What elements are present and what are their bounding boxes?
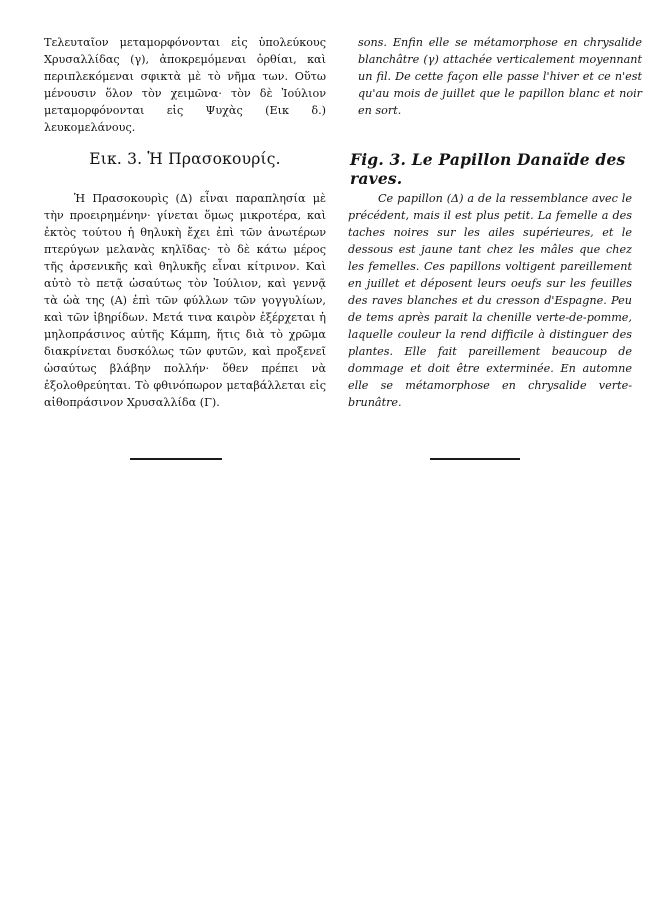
left-section-divider — [130, 458, 222, 460]
french-body-paragraph — [348, 190, 632, 411]
french-top-paragraph: sons. Enfin elle se métamorphose en chrysalide blanchâtre (γ) attachée verticalement moyennant un fil. De cette façon elle passe l'hiver et ce n'est qu'au mois de juillet que le papillon blanc et noir en sort. — [358, 36, 642, 117]
greek-top-paragraph: Τελευταῖον μεταμορφόνονται εἰς ὑπολεύκους Χρυσαλλίδας (γ), ἀποκρεμόμεναι ὀρθίαι, καὶ περιπλεκόμεναι σφικτὰ μὲ τὸ νῆμα των. Οὕτω μένουσιν ὅλον τὸν χειμῶνα· τὸν δὲ Ἰούλιον μεταμορφόνονται εἰς Ψυχὰς (Εικ δ.) λευκομελάνους. — [44, 36, 326, 134]
french-figure-heading: Fig. 3. Le Papillon Danaïde des raves. — [350, 150, 626, 188]
greek-body-text: Ἡ Πρασοκουρὶς (Δ) εἶναι παραπλησία μὲ τὴν προειρημένην· γίνεται ὅμως μικροτέρα, καὶ ἐκτὸς τούτου ἡ θηλυκὴ ἔχει ἐπὶ τῶν ἀνωτέρων πτερύγων μελανὰς κηλῖδας· τὸ δὲ κάτω μέρος τῆς ἀρσενικῆς καὶ θηλυκῆς εἶναι κίτρινον. Καὶ αὐτὸ τὸ πετᾷ ὡσαύτως τὸν Ἰούλιον, καὶ γεννᾷ τὰ ὠὰ της (Α) ἐπὶ τῶν φύλλων τῶν γογγυλίων, καὶ τῶν ἰβηρίδων. Μετά τινα καιρὸν ἐξέρχεται ἡ μηλοπράσινος αὐτῆς Κάμπη, ἥτις διὰ τὸ χρῶμα διακρίνεται δυσκόλως τῶν φυτῶν, καὶ προξενεῖ ὡσαύτως βλάβην πολλήν· ὅθεν πρέπει νὰ ἐξολοθρεύηται. Τὸ φθινόπωρον μεταβάλλεται εἰς αἰθοπράσινον Χρυσαλλίδα (Γ). — [44, 192, 326, 409]
greek-body-paragraph — [44, 190, 326, 411]
greek-figure-heading: Εικ. 3. Ἡ Πρασοκουρίς. — [89, 150, 281, 168]
french-body-text: Ce papillon (Δ) a de la ressemblance avec le précédent, mais il est plus petit. La femelle a des taches noires sur les ailes supérieures, et le dessous est jaune tant chez les mâles que chez les femelles. Ces papillons voltigent pareillement en juillet et déposent leurs oeufs sur les feuilles des raves blanches et du cresson d'Espagne. Peu de tems après parait la chenille verte-de-pomme, laquelle couleur la rend difficile à distinguer des plantes. Elle fait pareillement beaucoup de dommage et doit être exterminée. En automne elle se métamorphose en chrysalide verte-brunâtre. — [348, 192, 632, 409]
right-section-divider — [430, 458, 520, 460]
